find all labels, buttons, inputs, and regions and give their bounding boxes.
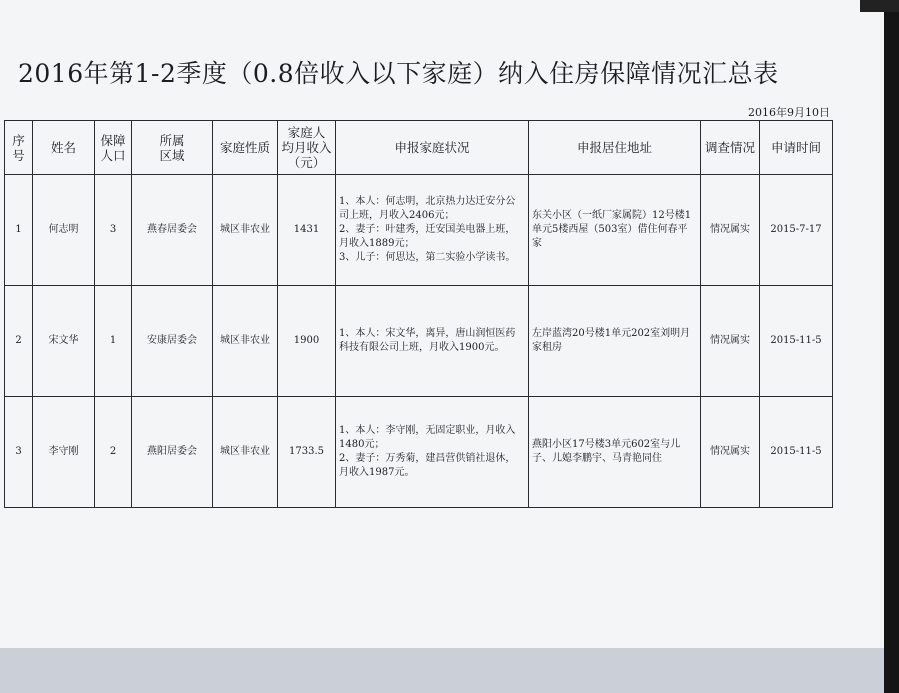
- cell-name: 李守刚: [33, 397, 95, 508]
- header-apply-date: 申请时间: [760, 121, 833, 175]
- cell-people: 1: [95, 286, 132, 397]
- cell-address: 东关小区（一纸厂家属院）12号楼1单元5楼西屋（503室）借住何春平家: [529, 175, 701, 286]
- table-header-row: [5, 121, 833, 175]
- cell-address: 燕阳小区17号楼3单元602室与儿子、儿媳李鹏宇、马青艳同住: [529, 397, 701, 508]
- housing-summary-table: [4, 120, 833, 508]
- cell-income: 1733.5: [278, 397, 336, 508]
- cell-seq: 3: [5, 397, 33, 508]
- scan-margin-bottom: [0, 648, 899, 693]
- header-survey: 调查情况: [701, 121, 760, 175]
- cell-status: 1、本人：宋文华，离异，唐山润恒医药科技有限公司上班，月收入1900元。: [336, 286, 529, 397]
- cell-seq: 2: [5, 286, 33, 397]
- cell-address: 左岸蓝湾20号楼1单元202室刘明月家租房: [529, 286, 701, 397]
- cell-district: 安康居委会: [132, 286, 213, 397]
- table-row: [5, 397, 833, 508]
- header-address: 申报居住地址: [529, 121, 701, 175]
- header-seq: 序号: [5, 121, 33, 175]
- cell-name: 何志明: [33, 175, 95, 286]
- header-name: 姓名: [33, 121, 95, 175]
- cell-status: 1、本人：何志明，北京热力达迁安分公司上班，月收入2406元； 2、妻子：叶建秀，迁安国美电器上班，月收入1889元； 3、儿子：何思达，第二实验小学读书。: [336, 175, 529, 286]
- header-status: 申报家庭状况: [336, 121, 529, 175]
- scan-edge-right: [884, 0, 899, 693]
- cell-survey: 情况属实: [701, 175, 760, 286]
- header-people: 保障 人口: [95, 121, 132, 175]
- table-row: [5, 286, 833, 397]
- document-title: 2016年第1-2季度（0.8倍收入以下家庭）纳入住房保障情况汇总表: [18, 59, 779, 88]
- cell-people: 3: [95, 175, 132, 286]
- cell-name: 宋文华: [33, 286, 95, 397]
- header-household-type: 家庭性质: [213, 121, 278, 175]
- cell-household-type: 城区非农业: [213, 286, 278, 397]
- cell-income: 1900: [278, 286, 336, 397]
- header-district: 所属 区域: [132, 121, 213, 175]
- cell-apply-date: 2015-11-5: [760, 397, 833, 508]
- cell-district: 燕阳居委会: [132, 397, 213, 508]
- cell-district: 燕春居委会: [132, 175, 213, 286]
- cell-apply-date: 2015-11-5: [760, 286, 833, 397]
- cell-household-type: 城区非农业: [213, 175, 278, 286]
- scan-corner: [860, 0, 899, 12]
- cell-survey: 情况属实: [701, 286, 760, 397]
- cell-people: 2: [95, 397, 132, 508]
- cell-household-type: 城区非农业: [213, 397, 278, 508]
- cell-income: 1431: [278, 175, 336, 286]
- document-date: 2016年9月10日: [748, 106, 830, 119]
- cell-seq: 1: [5, 175, 33, 286]
- header-income: 家庭人 均月收入 （元）: [278, 121, 336, 175]
- table-row: [5, 175, 833, 286]
- cell-status: 1、本人：李守刚，无固定职业，月收入1480元； 2、妻子：万秀菊，建昌营供销社退休，月收入1987元。: [336, 397, 529, 508]
- cell-apply-date: 2015-7-17: [760, 175, 833, 286]
- cell-survey: 情况属实: [701, 397, 760, 508]
